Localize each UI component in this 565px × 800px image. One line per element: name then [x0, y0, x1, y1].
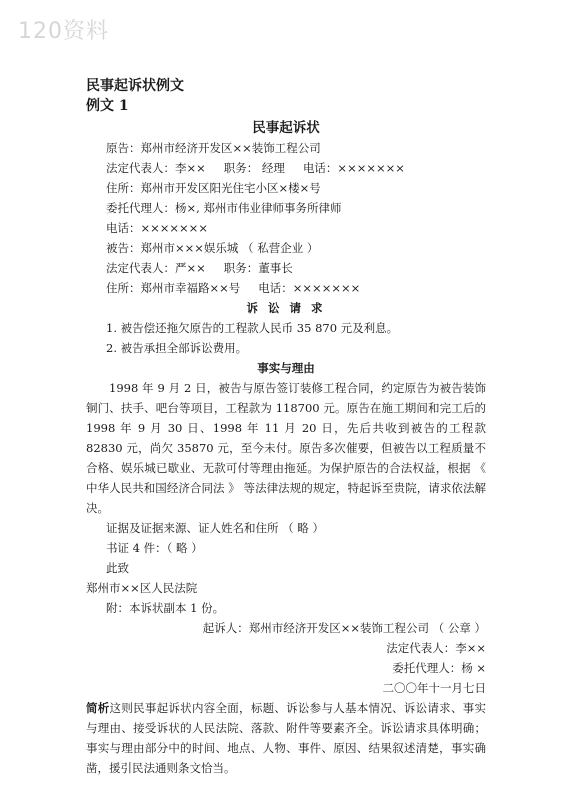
plaintiff-rep: 法定代表人：李×× — [106, 161, 206, 175]
defendant-phone: 电话：××××××× — [258, 281, 361, 295]
claims-title: 诉 讼 请 求 — [246, 301, 326, 315]
defendant-rep-title: 职务：董事长 — [223, 261, 293, 275]
court-line: 郑州市××区人民法院 — [86, 581, 198, 595]
document-body — [86, 76, 486, 778]
signature-legal-rep: 法定代表人：李×× — [386, 641, 486, 655]
evidence-line: 证据及证据来源、证人姓名和住所 （ 略 ） — [106, 521, 324, 535]
example-heading: 例文 1 — [86, 98, 129, 114]
plaintiff-address: 住所：郑州市开发区阳光住宅小区×楼×号 — [106, 181, 321, 195]
analysis-paragraph — [86, 698, 486, 778]
page-heading: 民事起诉状例文 — [86, 78, 184, 94]
facts-body: 1998 年 9 月 2 日，被告与原告签订装修工程合同，约定原告为被告装饰铜门、扶手、吧台等项目，工程款为 118700 元。原告在施工期间和完工后的 1998 年 9 月 30 日、1998 年 11 月 20 日，先后共收到被告的工程款 82830 元，尚欠 35870 元，至今未付。原告多次催要，但被告以工程质量不合格、娱乐城已歇业、无款可付等理由拖延。为保护原告的合法权益，根据 《 中华人民共和国经济合同法 》 等法律法规的规定，特起诉至贵院，请求依法解决。 — [86, 381, 486, 515]
claim-item: 2. 被告承担全部诉讼费用。 — [106, 341, 248, 355]
signature-plaintiff: 起诉人：郑州市经济开发区××装饰工程公司 （ 公章 ） — [202, 621, 486, 635]
defendant-rep: 法定代表人：严×× — [106, 261, 206, 275]
plaintiff-rep-title: 职务： 经理 — [223, 161, 285, 175]
agent-phone: 电话：××××××× — [106, 221, 208, 235]
defendant-rep-line — [86, 258, 486, 278]
appendix-line: 附：本诉状副本 1 份。 — [106, 601, 225, 615]
signature-date: 二〇〇年十一月七日 — [382, 681, 486, 695]
defendant-address-line — [86, 278, 486, 298]
plaintiff-rep-line — [86, 158, 486, 178]
facts-title: 事实与理由 — [257, 361, 315, 375]
defendant-address: 住所：郑州市幸福路××号 — [106, 281, 241, 295]
signature-agent: 委托代理人：杨 × — [392, 661, 486, 675]
plaintiff-rep-phone: 电话：××××××× — [302, 161, 405, 175]
document-title: 民事起诉状 — [252, 120, 320, 136]
claim-item: 1. 被告偿还拖欠原告的工程款人民币 35 870 元及利息。 — [106, 321, 399, 335]
watermark: 120资料 — [18, 19, 109, 44]
defendant-line: 被告：郑州市×××娱乐城 （ 私营企业 ） — [106, 241, 319, 255]
agent-line: 委托代理人：杨×, 郑州市伟业律师事务所律师 — [106, 201, 342, 215]
analysis-label: 简析 — [86, 701, 110, 715]
analysis-body: 这则民事起诉状内容全面，标题、诉讼参与人基本情况、诉讼请求、事实与理由、接受诉状的人民法院、落款、附件等要素齐全。诉讼请求具体明确；事实与理由部分中的时间、地点、人物、事件、原因、结果叙述清楚，事实确凿，援引民法通则条文恰当。 — [86, 701, 486, 775]
plaintiff-line: 原告：郑州市经济开发区××装饰工程公司 — [106, 141, 321, 155]
closing-line: 此致 — [106, 561, 129, 575]
attachments-line: 书证 4 件：（ 略 ） — [106, 541, 203, 555]
